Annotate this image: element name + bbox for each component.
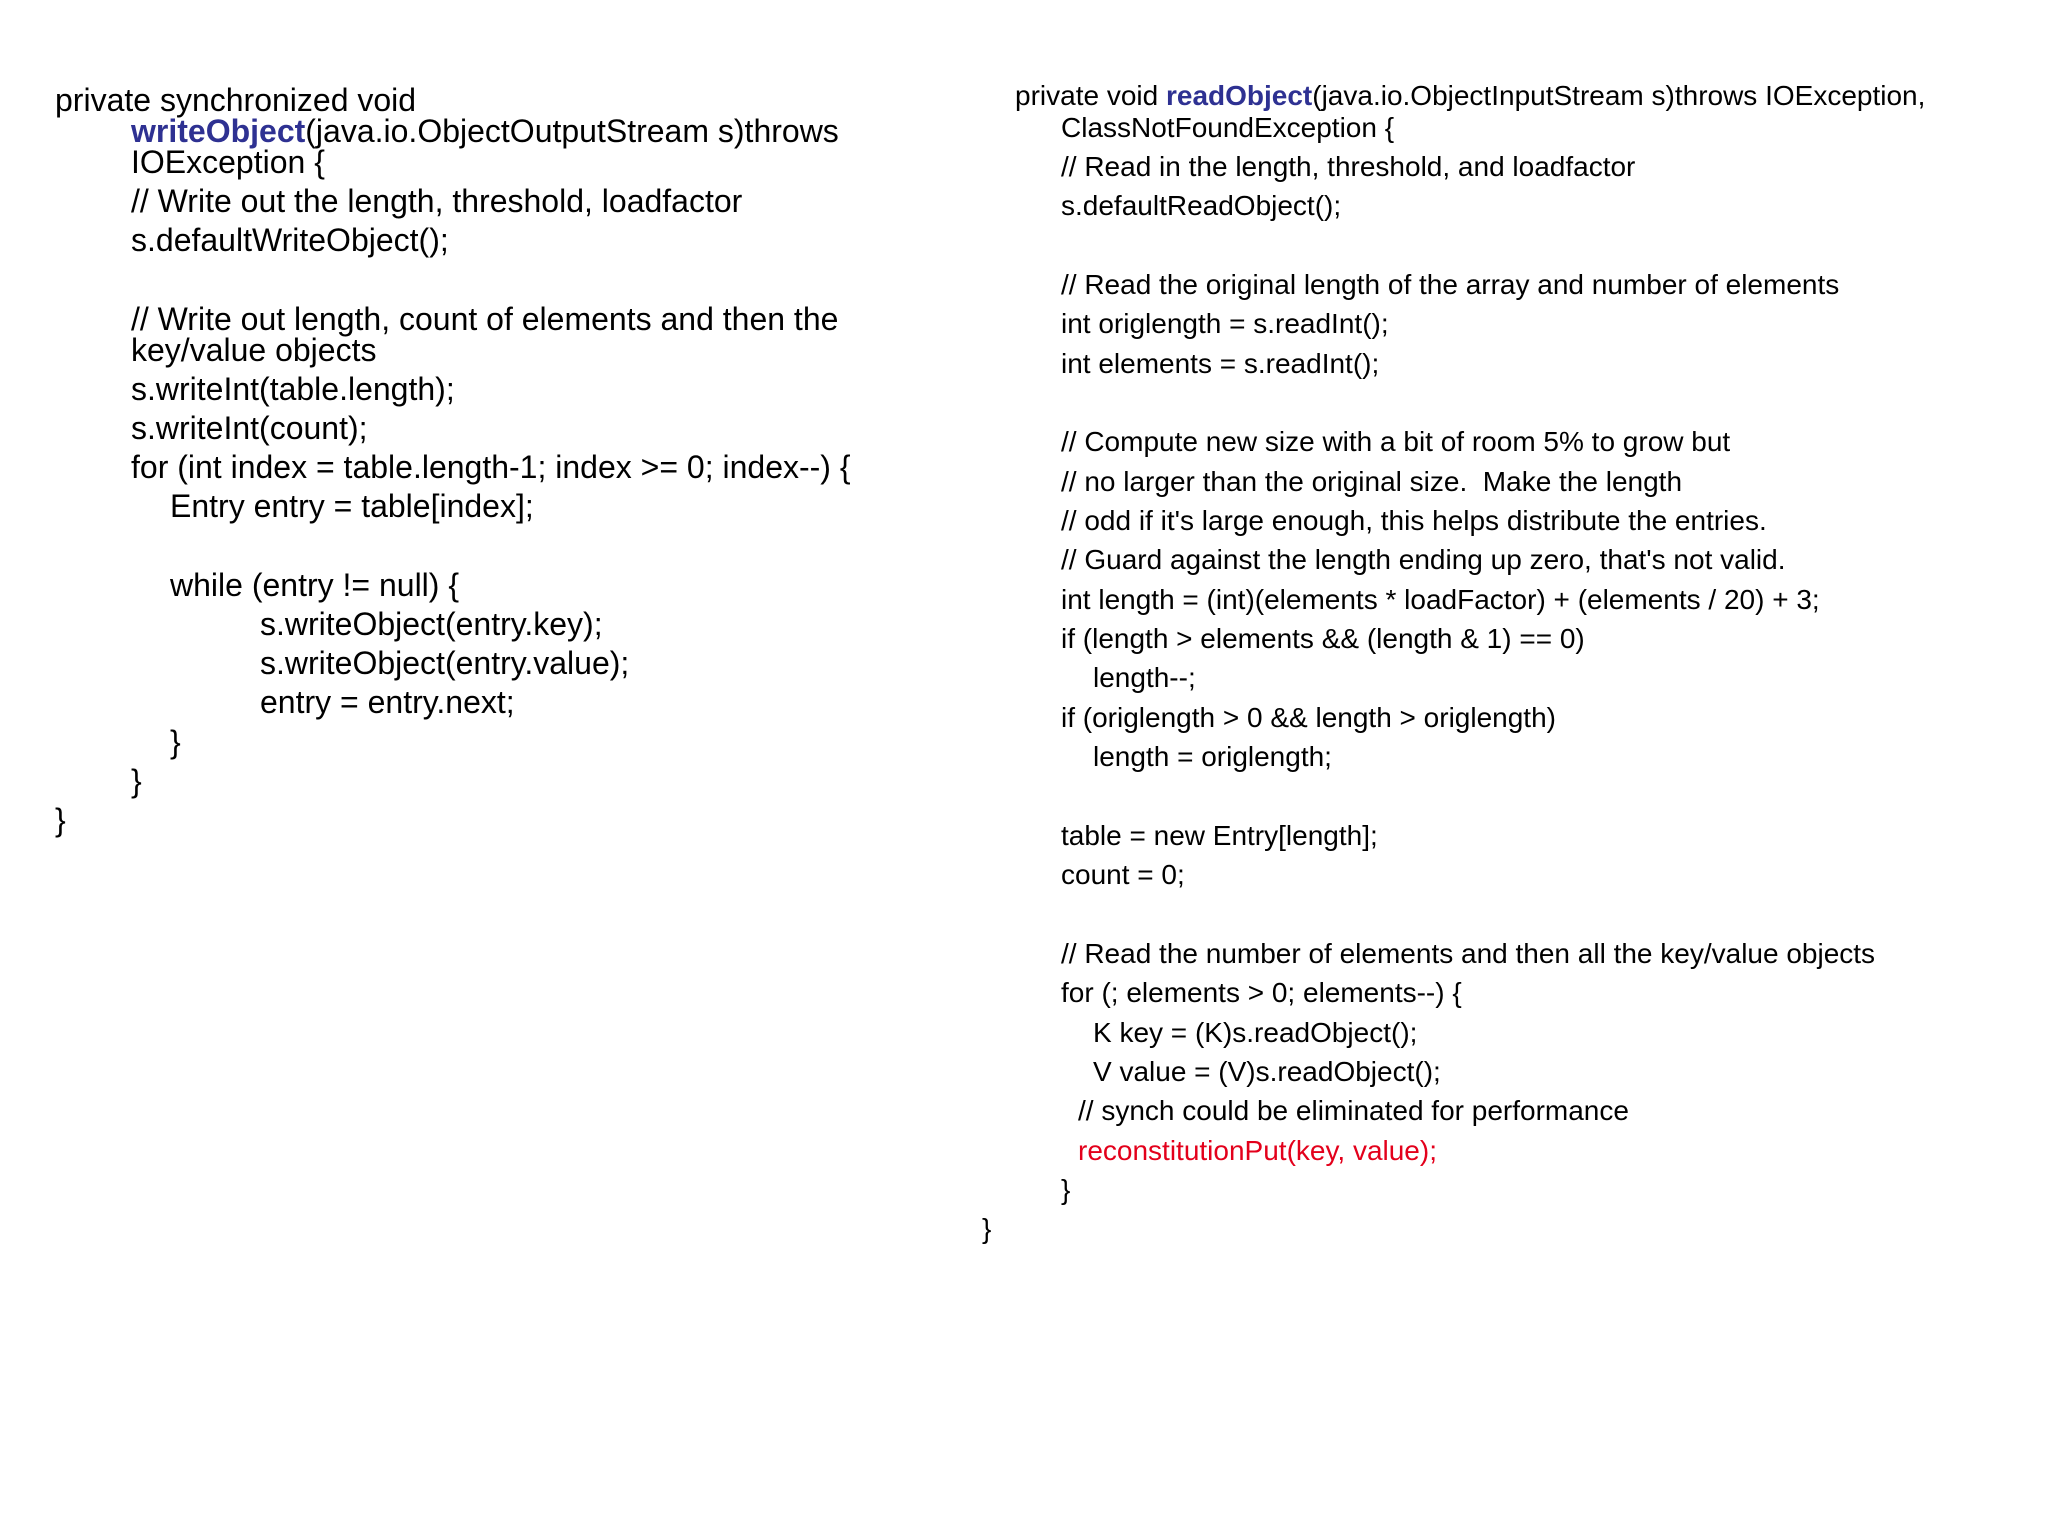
write-comment-line: // Write out length, count of elements and then the	[131, 301, 839, 337]
code-line: s.writeObject(entry.key);	[260, 606, 603, 642]
write-signature-line: private synchronized void	[55, 82, 417, 118]
write-signature-line-2	[131, 115, 839, 147]
read-signature-params: (java.io.ObjectInputStream s)throws IOException,	[1312, 80, 1926, 111]
code-line: while (entry != null) {	[170, 567, 460, 603]
closing-brace: }	[131, 763, 142, 799]
code-line: s.writeInt(table.length);	[131, 371, 455, 407]
code-line: length--;	[1093, 662, 1196, 693]
read-throws-line: ClassNotFoundException {	[1061, 112, 1395, 143]
code-line: if (length > elements && (length & 1) == 0)	[1061, 623, 1585, 654]
code-line: s.defaultWriteObject();	[131, 222, 449, 258]
code-line: for (int index = table.length-1; index >= 0; index--) {	[131, 449, 851, 485]
code-line: int elements = s.readInt();	[1061, 348, 1380, 379]
code-line: if (origlength > 0 && length > origlength)	[1061, 702, 1556, 733]
read-comment-line: // odd if it's large enough, this helps distribute the entries.	[1061, 505, 1767, 536]
closing-brace: }	[982, 1213, 992, 1244]
read-comment-line: // synch could be eliminated for performance	[1078, 1095, 1629, 1126]
code-line: length = origlength;	[1093, 741, 1332, 772]
code-line: entry = entry.next;	[260, 684, 515, 720]
highlighted-reconstitution-call: reconstitutionPut(key, value);	[1078, 1135, 1437, 1166]
code-line: int length = (int)(elements * loadFactor) + (elements / 20) + 3;	[1061, 584, 1820, 615]
write-object-method-name: writeObject	[131, 113, 306, 149]
code-line: count = 0;	[1061, 859, 1185, 890]
read-comment-line: // no larger than the original size. Make the length	[1061, 466, 1683, 497]
read-object-method-name: readObject	[1165, 80, 1313, 111]
code-line: table = new Entry[length];	[1061, 820, 1378, 851]
read-comment-line: // Compute new size with a bit of room 5% to grow but	[1061, 426, 1731, 457]
read-comment-line: // Guard against the length ending up zero, that's not valid.	[1061, 544, 1786, 575]
write-throws-line: IOException {	[131, 144, 325, 180]
read-signature-line	[1015, 82, 1925, 110]
read-signature-prefix: private void	[1015, 80, 1166, 111]
code-line: for (; elements > 0; elements--) {	[1061, 977, 1462, 1008]
read-comment-line: // Read the original length of the array and number of elements	[1061, 269, 1840, 300]
code-line: int origlength = s.readInt();	[1061, 308, 1389, 339]
code-line: Entry entry = table[index];	[170, 488, 534, 524]
code-line: s.defaultReadObject();	[1061, 190, 1342, 221]
write-comment-line: // Write out the length, threshold, loadfactor	[131, 183, 743, 219]
read-comment-line: // Read the number of elements and then all the key/value objects	[1061, 938, 1876, 969]
write-signature-params: (java.io.ObjectOutputStream s)throws	[305, 113, 839, 149]
code-line: s.writeInt(count);	[131, 410, 368, 446]
closing-brace: }	[1061, 1174, 1071, 1205]
closing-brace: }	[55, 802, 66, 838]
code-line: K key = (K)s.readObject();	[1093, 1017, 1418, 1048]
code-line: V value = (V)s.readObject();	[1093, 1056, 1441, 1087]
closing-brace: }	[170, 724, 181, 760]
write-comment-line: key/value objects	[131, 332, 377, 368]
read-comment-line: // Read in the length, threshold, and loadfactor	[1061, 151, 1636, 182]
code-line: s.writeObject(entry.value);	[260, 645, 630, 681]
